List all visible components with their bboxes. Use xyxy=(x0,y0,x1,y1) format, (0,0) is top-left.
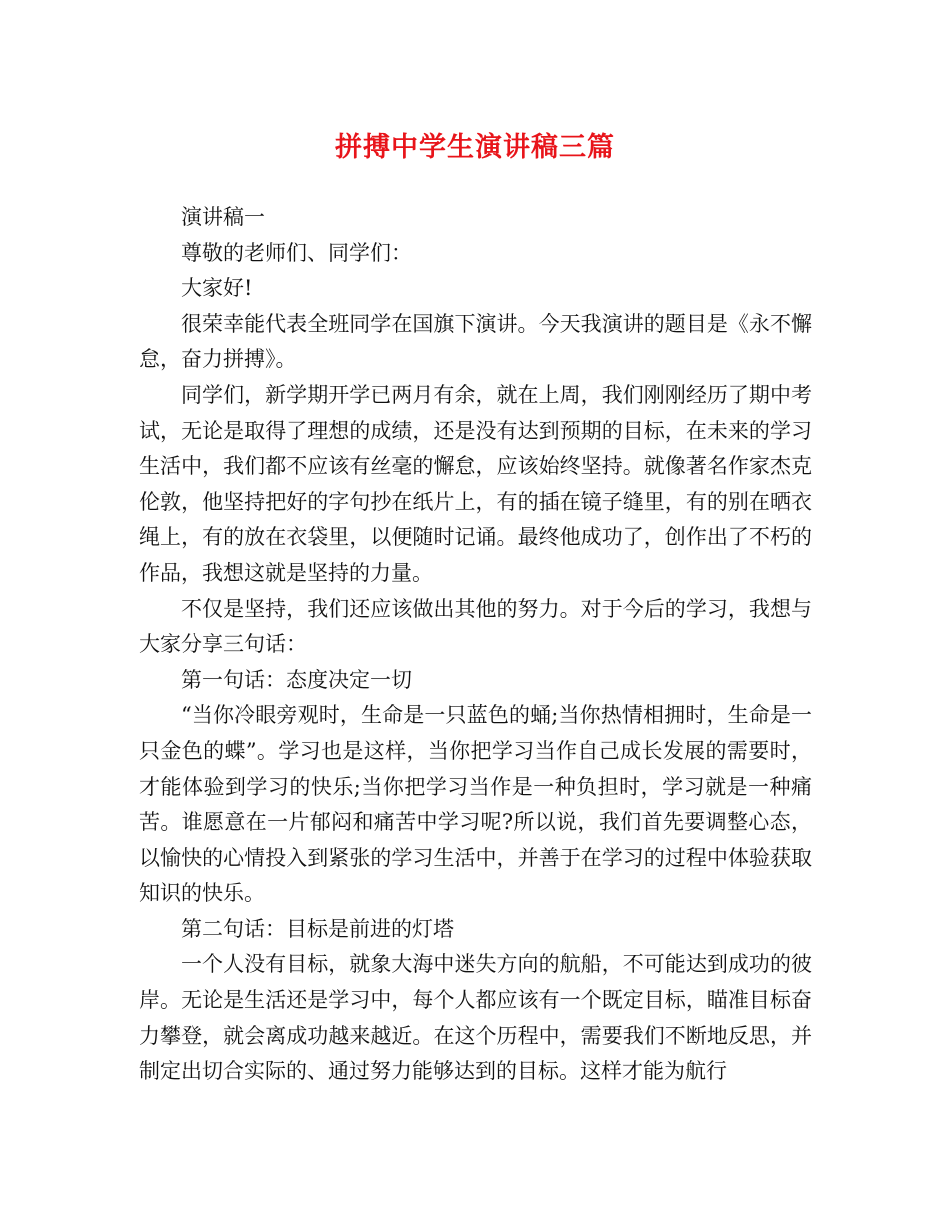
paragraph: 不仅是坚持，我们还应该做出其他的努力。对于今后的学习，我想与大家分享三句话： xyxy=(139,596,812,657)
paragraph: 第一句话：态度决定一切 xyxy=(181,667,412,692)
paragraph: “当你冷眼旁观时，生命是一只蓝色的蛹;当你热情相拥时，生命是一只金色的蝶”。学习也是这样，当你把学习当作自己成长发展的需要时，才能体验到学习的快乐;当你把学习当作是一种负担时，学习就是一种痛苦。谁愿意在一片郁闷和痛苦中学习呢?所以说，我们首先要调整心态，以愉快的心情投入到紧张的学习生活中，并善于在学习的过程中体验获取知识的快乐。 xyxy=(139,703,812,906)
paragraph: 第二句话：目标是前进的灯塔 xyxy=(181,916,454,941)
paragraph: 同学们，新学期开学已两月有余，就在上周，我们刚刚经历了期中考试，无论是取得了理想的成绩，还是没有达到预期的目标，在未来的学习生活中，我们都不应该有丝毫的懈怠，应该始终坚持。就像著名作家杰克伦敦，他坚持把好的字句抄在纸片上，有的插在镜子缝里，有的别在晒衣绳上，有的放在衣袋里，以便随时记诵。最终他成功了，创作出了不朽的作品，我想这就是坚持的力量。 xyxy=(139,382,812,585)
paragraph: 很荣幸能代表全班同学在国旗下演讲。今天我演讲的题目是《永不懈怠，奋力拼搏》。 xyxy=(139,311,812,372)
document-body xyxy=(139,200,812,1090)
paragraph: 一个人没有目标，就象大海中迷失方向的航船，不可能达到成功的彼岸。无论是生活还是学习中，每个人都应该有一个既定目标，瞄准目标奋力攀登，就会离成功越来越近。在这个历程中，需要我们不断地反思，并制定出切合实际的、通过努力能够达到的目标。这样才能为航行 xyxy=(139,952,812,1084)
paragraph: 尊敬的老师们、同学们： xyxy=(181,240,412,265)
paragraph: 大家好! xyxy=(181,276,253,301)
document-title: 拼搏中学生演讲稿三篇 xyxy=(335,132,615,163)
paragraph: 演讲稿一 xyxy=(181,205,265,229)
